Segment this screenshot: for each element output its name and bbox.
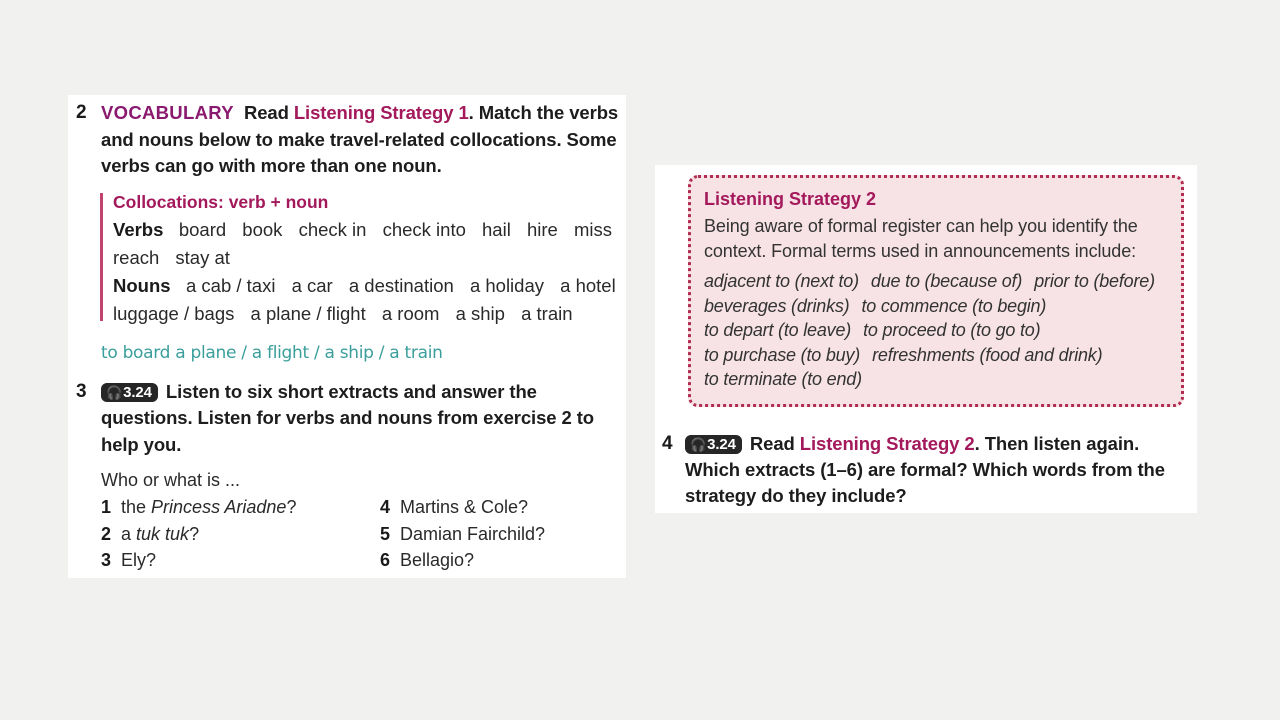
verb-item: check into [382,219,466,240]
question-number: 5 [380,524,391,544]
noun-item: a cab / taxi [185,275,276,296]
question-6 [380,550,474,571]
question-text: Damian Fairchild? [400,524,546,544]
question-1 [101,497,296,518]
exercise-4-line-1-end: . Then listen again. [974,433,1140,454]
noun-item: a ship [455,303,505,324]
verbs-label: Verbs [113,219,164,240]
noun-item: a holiday [469,275,544,296]
question-number: 4 [380,497,391,517]
exercise-4-line-2: Which extracts (1–6) are formal? Which words from the [685,459,1165,480]
noun-item: a room [381,303,440,324]
exercise-3-number: 3 [76,381,87,402]
question-end: ? [189,524,200,544]
verb-item: reach [113,247,160,268]
audio-track-number: 3.24 [123,384,152,401]
formal-term: refreshments (food and drink) [872,345,1103,365]
question-text: Martins & Cole? [400,497,529,517]
audio-track-badge[interactable] [101,383,158,402]
noun-item: luggage / bags [113,303,235,324]
listening-strategy-2-link[interactable]: Listening Strategy 2 [799,433,975,454]
exercise-2-line-3: verbs can go with more than one noun. [101,155,442,176]
question-text: the [121,497,152,517]
noun-item: a train [521,303,573,324]
verb-item: hail [482,219,511,240]
question-number: 1 [101,497,112,517]
handwritten-answer: to board a plane / a flight / a ship / a train [101,343,443,363]
exercise-2-number: 2 [76,102,87,123]
strategy-line-1: Being aware of formal register can help you identify the [704,216,1138,236]
question-number: 6 [380,550,391,570]
noun-item: a hotel [560,275,616,296]
question-text: Ely? [121,550,157,570]
formal-terms-row-5 [704,369,862,390]
formal-term: adjacent to (next to) [704,271,859,291]
listening-strategy-1-link[interactable]: Listening Strategy 1 [293,102,469,123]
verb-item: board [178,219,227,240]
question-text: a [121,524,137,544]
verb-item: check in [298,219,367,240]
nouns-label: Nouns [113,275,171,296]
headphones-icon: 🎧 [106,385,123,400]
noun-item: a plane / flight [250,303,366,324]
exercise-4-line-1 [685,433,1139,455]
exercise-3-line-1 [101,381,537,403]
formal-terms-row-3 [704,320,1040,341]
questions-prompt: Who or what is ... [101,470,241,490]
formal-terms-row-2 [704,296,1046,317]
question-3 [101,550,156,571]
question-4 [380,497,528,518]
verb-item: book [242,219,283,240]
exercise-4-number: 4 [662,433,673,454]
formal-term: to purchase (to buy) [704,345,861,365]
question-italic: tuk tuk [136,524,190,544]
verb-item: stay at [175,247,230,268]
question-2 [101,524,199,545]
question-text: Bellagio? [400,550,475,570]
formal-term: due to (because of) [870,271,1023,291]
exercise-3-line-2: questions. Listen for verbs and nouns from exercise 2 to [101,407,594,428]
noun-item: a destination [348,275,454,296]
collocations-title: Collocations: verb + noun [113,192,329,212]
headphones-icon: 🎧 [690,437,707,452]
formal-terms-row-4 [704,345,1102,366]
nouns-row-2 [113,303,573,325]
exercise-2-line-2: and nouns below to make travel-related collocations. Some [101,129,617,150]
formal-term: to depart (to leave) [704,320,852,340]
question-end: ? [286,497,297,517]
verbs-row-1 [113,219,612,241]
formal-term: prior to (before) [1034,271,1155,291]
exercise-4-read: Read [749,433,800,454]
formal-term: to commence (to begin) [861,296,1047,316]
question-italic: Princess Ariadne [151,497,287,517]
formal-term: to proceed to (to go to) [863,320,1041,340]
exercise-3-line-3: help you. [101,434,182,455]
formal-term: to terminate (to end) [704,369,862,389]
audio-track-number: 3.24 [707,436,736,453]
nouns-row-1 [113,275,616,297]
formal-terms-row-1 [704,271,1155,292]
exercise-2-line-1-end: . Match the verbs [468,102,619,123]
exercise-2-read: Read [243,102,294,123]
audio-track-badge[interactable] [685,435,742,454]
question-number: 3 [101,550,112,570]
strategy-title: Listening Strategy 2 [704,189,877,209]
vocabulary-label: VOCABULARY [101,102,234,123]
verb-item: hire [526,219,558,240]
exercise-3-line-1-text: Listen to six short extracts and answer the [165,381,537,402]
question-5 [380,524,545,545]
verbs-row-2 [113,247,230,269]
formal-term: beverages (drinks) [704,296,850,316]
question-number: 2 [101,524,112,544]
exercise-2-line-1 [101,102,618,124]
noun-item: a car [291,275,333,296]
verb-item: miss [573,219,612,240]
exercise-4-line-3: strategy do they include? [685,485,907,506]
strategy-line-2: context. Formal terms used in announcements include: [704,241,1137,261]
